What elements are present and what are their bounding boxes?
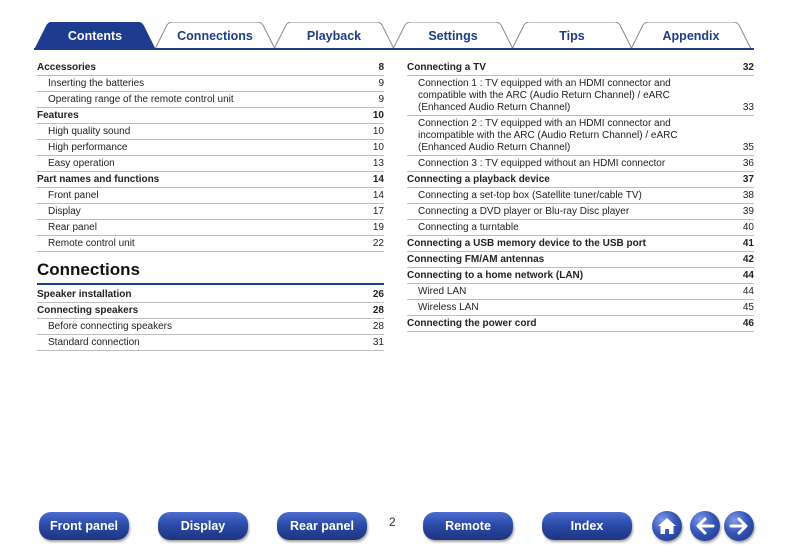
toc-entry-page: 28 — [372, 321, 384, 332]
toc-entry-title: Connecting a USB memory device to the USB port — [407, 238, 646, 249]
toc-entry-title: Speaker installation — [37, 289, 132, 300]
toc-section-row[interactable] — [37, 172, 384, 188]
toc-entry-row[interactable] — [407, 284, 754, 300]
tab-playback[interactable] — [273, 22, 395, 49]
tab-label: Contents — [67, 28, 123, 43]
toc-entry-row[interactable] — [407, 156, 754, 172]
toc-section-row[interactable] — [407, 172, 754, 188]
rear-panel-button[interactable]: Rear panel — [277, 512, 367, 540]
toc-list-connections-continued — [407, 60, 754, 332]
tab-appendix[interactable] — [630, 22, 752, 49]
tab-tips[interactable] — [511, 22, 633, 49]
toc-entry-title: Inserting the batteries — [48, 78, 145, 89]
toc-entry-row[interactable] — [407, 300, 754, 316]
toc-entry-page: 40 — [742, 222, 754, 233]
toc-entry-row[interactable] — [407, 220, 754, 236]
tab-bar — [34, 22, 754, 49]
toc-entry-row[interactable] — [37, 319, 384, 335]
toc-entry-page: 45 — [742, 302, 754, 313]
toc-entry-row[interactable] — [37, 156, 384, 172]
toc-entry-title: Part names and functions — [37, 174, 160, 185]
index-button[interactable]: Index — [542, 512, 632, 540]
toc-entry-row[interactable] — [37, 220, 384, 236]
toc-entry-row[interactable] — [37, 124, 384, 140]
tab-label: Connections — [177, 28, 253, 43]
toc-entry-page: 17 — [372, 206, 384, 217]
toc-entry-title: High performance — [48, 142, 128, 153]
toc-section-row[interactable] — [407, 316, 754, 332]
toc-entry-title: Connecting to a home network (LAN) — [407, 270, 584, 281]
toc-section-row[interactable] — [407, 268, 754, 284]
toc-list-contents — [37, 60, 384, 252]
tab-connections[interactable] — [154, 22, 276, 49]
toc-entry-page: 10 — [372, 110, 384, 121]
toc-entry-title: Connecting a TV — [407, 62, 486, 73]
toc-entry-page: 44 — [742, 286, 754, 297]
toc-entry-row[interactable] — [37, 188, 384, 204]
toc-entry-page: 38 — [742, 190, 754, 201]
toc-entry-title: Connecting a DVD player or Blu-ray Disc player — [418, 206, 630, 217]
toc-entry-title: Easy operation — [48, 158, 115, 169]
toc-entry-page: 10 — [372, 142, 384, 153]
toc-left-column — [37, 60, 384, 351]
front-panel-button[interactable]: Front panel — [39, 512, 129, 540]
toc-entry-title: Display — [48, 206, 81, 217]
tab-label: Playback — [306, 28, 362, 43]
toc-entry-page: 14 — [372, 174, 384, 185]
home-icon — [657, 516, 677, 536]
forward-button[interactable] — [724, 511, 754, 541]
tab-settings[interactable] — [392, 22, 514, 49]
toc-entry-row[interactable] — [407, 116, 754, 156]
toc-entry-row[interactable] — [407, 76, 754, 116]
toc-section-row[interactable] — [37, 108, 384, 124]
toc-entry-title: Remote control unit — [48, 238, 135, 249]
toc-entry-title: Accessories — [37, 62, 96, 73]
page-number: 2 — [389, 515, 396, 529]
toc-entry-page: 41 — [742, 238, 754, 249]
toc-entry-title: Standard connection — [48, 337, 140, 348]
toc-entry-title: Connecting the power cord — [407, 318, 537, 329]
toc-entry-page: 39 — [742, 206, 754, 217]
toc-entry-page: 31 — [372, 337, 384, 348]
toc-entry-title: Features — [37, 110, 79, 121]
arrow-left-icon — [694, 515, 716, 537]
toc-entry-title: Connecting FM/AM antennas — [407, 254, 545, 265]
toc-entry-row[interactable] — [37, 140, 384, 156]
toc-entry-page: 10 — [372, 126, 384, 137]
toc-section-row[interactable] — [407, 236, 754, 252]
toc-entry-page: 35 — [742, 142, 754, 153]
toc-entry-page: 9 — [378, 94, 384, 105]
toc-entry-title: Before connecting speakers — [48, 321, 172, 332]
arrow-right-icon — [728, 515, 750, 537]
toc-entry-title: Rear panel — [48, 222, 97, 233]
toc-entry-page: 28 — [372, 305, 384, 316]
toc-entry-page: 36 — [742, 158, 754, 169]
toc-section-row[interactable] — [37, 303, 384, 319]
toc-entry-title: Connecting a set-top box (Satellite tuner/cable TV) — [418, 190, 642, 201]
toc-entry-row[interactable] — [37, 204, 384, 220]
toc-entry-title: Wired LAN — [418, 286, 467, 297]
toc-section-row[interactable] — [407, 60, 754, 76]
toc-entry-title: Connection 3 : TV equipped without an HDMI connector — [418, 158, 666, 169]
section-heading-connections: Connections — [37, 260, 384, 285]
toc-entry-title: High quality sound — [48, 126, 131, 137]
tab-label: Settings — [428, 28, 478, 43]
toc-entry-title: Connecting a playback device — [407, 174, 550, 185]
toc-section-row[interactable] — [37, 60, 384, 76]
toc-entry-row[interactable] — [407, 188, 754, 204]
toc-entry-row[interactable] — [37, 236, 384, 252]
toc-list-connections — [37, 287, 384, 351]
toc-entry-page: 26 — [372, 289, 384, 300]
tab-underline — [34, 48, 754, 50]
tab-contents[interactable] — [34, 22, 156, 49]
toc-entry-page: 32 — [742, 62, 754, 73]
tab-label: Tips — [559, 28, 585, 43]
home-button[interactable] — [652, 511, 682, 541]
toc-entry-page: 33 — [742, 102, 754, 113]
toc-entry-row[interactable] — [37, 92, 384, 108]
toc-entry-title: Front panel — [48, 190, 99, 201]
toc-entry-title: Connection 2 : TV equipped with an HDMI connector and incompatible with the ARC (Audio Return Channel) / eARC (Enhanced Audio Return Channel) — [418, 118, 678, 153]
toc-section-row[interactable] — [407, 252, 754, 268]
toc-entry-page: 22 — [372, 238, 384, 249]
toc-entry-title: Operating range of the remote control unit — [48, 94, 234, 105]
toc-entry-row[interactable] — [37, 335, 384, 351]
toc-entry-page: 14 — [372, 190, 384, 201]
toc-right-column — [407, 60, 754, 332]
toc-entry-page: 9 — [378, 78, 384, 89]
toc-section-row[interactable] — [37, 287, 384, 303]
toc-entry-page: 13 — [372, 158, 384, 169]
toc-entry-row[interactable] — [407, 204, 754, 220]
toc-entry-page: 44 — [742, 270, 754, 281]
toc-entry-page: 8 — [378, 62, 384, 73]
toc-entry-row[interactable] — [37, 76, 384, 92]
remote-button[interactable]: Remote — [423, 512, 513, 540]
toc-entry-page: 19 — [372, 222, 384, 233]
toc-entry-title: Wireless LAN — [418, 302, 479, 313]
back-button[interactable] — [690, 511, 720, 541]
tab-label: Appendix — [662, 28, 720, 43]
toc-entry-page: 46 — [742, 318, 754, 329]
toc-entry-title: Connection 1 : TV equipped with an HDMI connector and compatible with the ARC (Audio Return Channel) / eARC (Enhanced Audio Return Channel) — [418, 78, 671, 113]
toc-entry-page: 42 — [742, 254, 754, 265]
toc-entry-page: 37 — [742, 174, 754, 185]
toc-entry-title: Connecting a turntable — [418, 222, 519, 233]
display-button[interactable]: Display — [158, 512, 248, 540]
toc-entry-title: Connecting speakers — [37, 305, 139, 316]
